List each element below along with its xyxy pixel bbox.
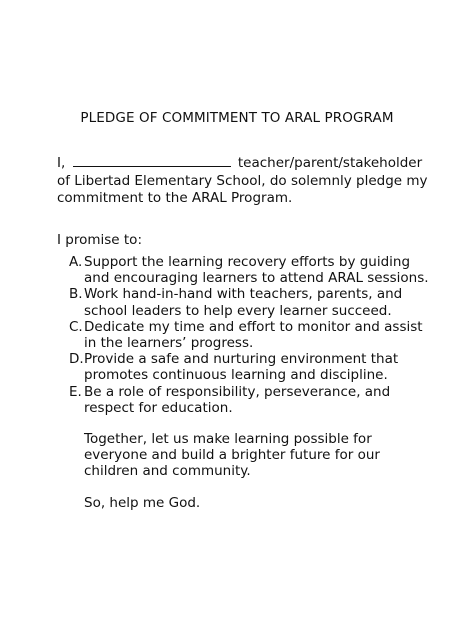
name-blank-line bbox=[73, 154, 231, 167]
promise-marker: B. bbox=[69, 286, 83, 303]
promise-item-c bbox=[69, 319, 429, 351]
promise-marker: C. bbox=[69, 318, 83, 335]
promise-lead: I promise to: bbox=[57, 232, 142, 248]
promise-item-e bbox=[69, 384, 429, 416]
promise-text: Work hand-in-hand with teachers, parents, and school leaders to help every learner succeed. bbox=[84, 286, 403, 319]
promise-text: Provide a safe and nurturing environment that promotes continuous learning and discipline. bbox=[84, 351, 399, 384]
closing-together-paragraph: Together, let us make learning possible for everyone and build a brighter future for our children and community. bbox=[84, 431, 380, 480]
promise-marker: E. bbox=[69, 383, 82, 400]
promise-list bbox=[69, 254, 429, 416]
opening-paragraph bbox=[57, 154, 437, 208]
opening-suffix: teacher/parent/stakeholder of Libertad Elementary School, do solemnly pledge my commitment to the ARAL Program. bbox=[57, 155, 428, 206]
promise-marker: A. bbox=[69, 254, 83, 270]
promise-text: Support the learning recovery efforts by guiding and encouraging learners to attend ARAL sessions. bbox=[84, 254, 429, 287]
promise-item-d bbox=[69, 351, 429, 383]
promise-marker: D. bbox=[69, 351, 84, 368]
closing-god-line: So, help me God. bbox=[84, 495, 201, 511]
promise-item-a bbox=[69, 254, 429, 286]
document-title: PLEDGE OF COMMITMENT TO ARAL PROGRAM bbox=[80, 110, 394, 126]
promise-item-b bbox=[69, 286, 429, 318]
opening-prefix: I, bbox=[57, 155, 66, 171]
promise-text: Dedicate my time and effort to monitor and assist in the learners’ progress. bbox=[84, 318, 423, 352]
promise-text: Be a role of responsibility, perseverance, and respect for education. bbox=[84, 383, 391, 416]
